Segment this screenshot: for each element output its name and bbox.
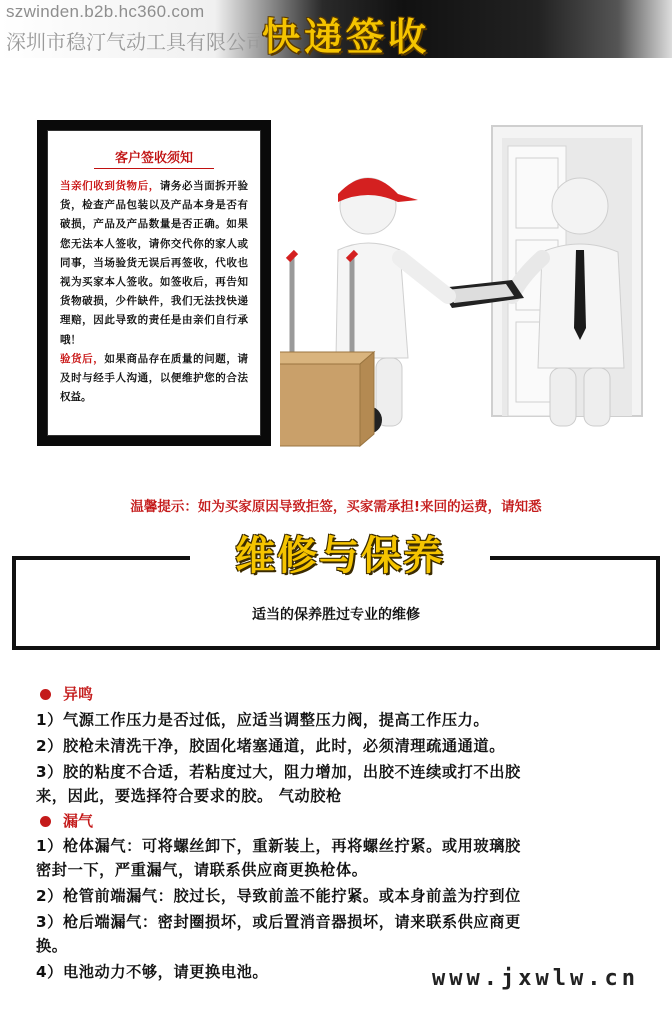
watermark-company: 深圳市稳汀气动工具有限公司 (6, 30, 266, 54)
maintenance-title: 维修与保养 (235, 533, 445, 579)
notice-body (60, 177, 248, 407)
notice-p2-text: 如果商品存在质量的问题，请及时与经手人沟通，以便维护您的合法权益。 (60, 352, 248, 404)
noise-line: 2）胶枪未清洗干净，胶固化堵塞通道，此时，必须清理疏通通道。 (36, 737, 506, 755)
warm-tip: 温馨提示：如为买家原因导致拒签，买家需承担!来回的运费，请知悉 (130, 499, 542, 515)
notice-p1-text: 请务必当面拆开验货，检查产品包装以及产品本身是否有破损，产品及产品数量是否正确。如果您无法本人签收，请你交代你的家人或同事，当场验货无误后再签收，代收也视为买家本人签收。如签收后，再告知货物破损，少件缺件，我们无法找快递理赔，因此导致的责任是由亲们自行承哦！ (60, 180, 248, 346)
section-leak-heading (40, 810, 93, 831)
delivery-illustration (280, 118, 672, 448)
notice-p1-lead: 当亲们收到货物后， (60, 180, 160, 192)
watermark-url: szwinden.b2b.hc360.com (6, 2, 205, 21)
leak-line: 3）枪后端漏气：密封圈损坏，或后置消音器损坏，请来联系供应商更 (36, 913, 521, 931)
top-banner (0, 0, 672, 58)
section-noise-title: 异鸣 (63, 685, 94, 703)
leak-line: 2）枪管前端漏气：胶过长，导致前盖不能拧紧。或本身前盖为拧到位 (36, 887, 521, 905)
notice-p2-lead: 验货后， (60, 352, 105, 365)
leak-line: 密封一下，严重漏气，请联系供应商更换枪体。 (36, 861, 368, 879)
notice-title: 客户签收须知 (94, 147, 214, 169)
bullet-dot-icon (40, 689, 51, 700)
maintenance-subtitle: 适当的保养胜过专业的维修 (252, 607, 420, 623)
leak-line: 1）枪体漏气：可将螺丝卸下，重新装上，再将螺丝拧紧。或用玻璃胶 (36, 837, 521, 855)
banner-title: 快递签收 (262, 15, 431, 59)
maintenance-title-wrap (190, 528, 490, 584)
leak-line: 换。 (36, 937, 68, 955)
noise-line: 3）胶的粘度不合适，若粘度过大，阻力增加，出胶不连续或打不出胶 (36, 763, 521, 781)
footer-watermark: www.jxwlw.cn (432, 966, 639, 991)
delivery-notice-box (37, 120, 271, 446)
section-leak-title: 漏气 (63, 812, 94, 830)
noise-line: 来，因此，要选择符合要求的胶。 气动胶枪 (36, 787, 342, 805)
bullet-dot-icon (40, 816, 51, 827)
noise-line: 1）气源工作压力是否过低，应适当调整压力阀，提高工作压力。 (36, 711, 490, 729)
leak-line: 4）电池动力不够，请更换电池。 (36, 963, 269, 981)
section-noise-heading (40, 683, 93, 704)
